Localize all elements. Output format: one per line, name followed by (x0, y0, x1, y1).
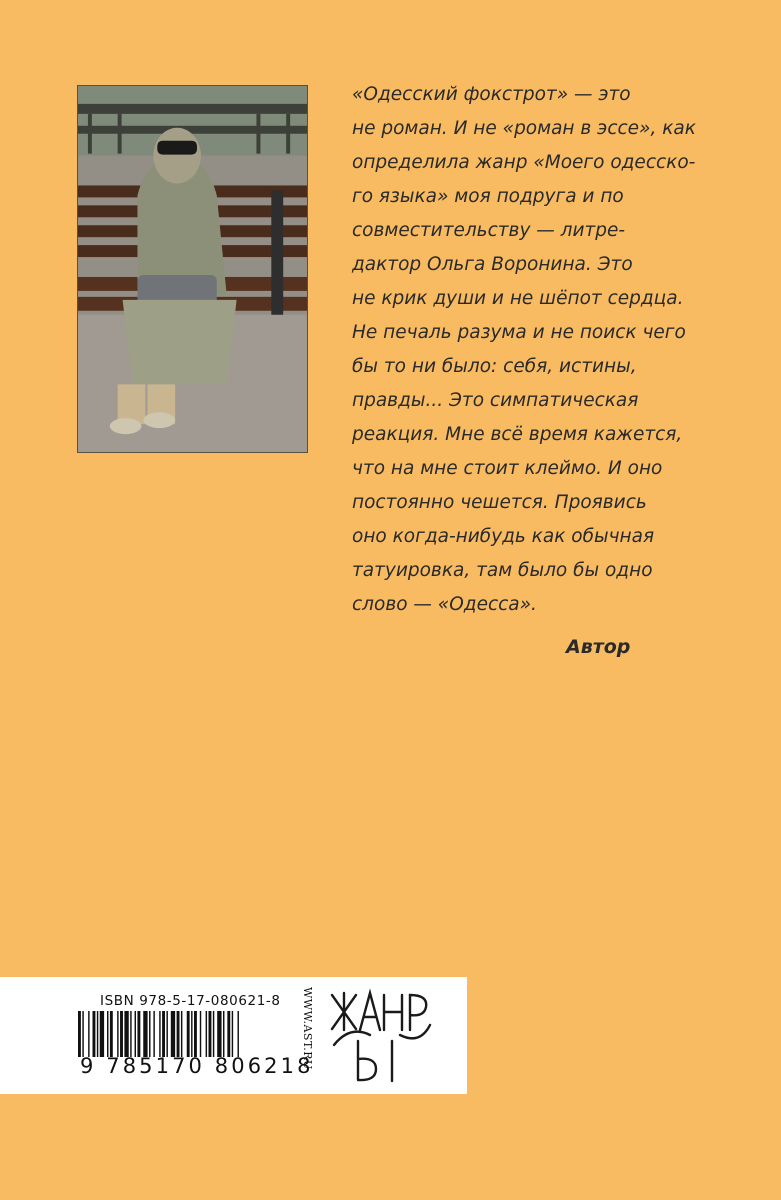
barcode-bar (162, 1011, 165, 1057)
blurb-line: татуировка, там было бы одно (352, 560, 653, 581)
barcode-bar (78, 1011, 81, 1057)
author-photo (77, 85, 308, 453)
barcode-bar (93, 1011, 96, 1057)
blurb-line: определила жанр «Моего одесско- (352, 152, 696, 173)
blurb-line: что на мне стоит клеймо. И оно (352, 458, 663, 479)
blurb-line: слово — «Одесса». (352, 594, 537, 615)
barcode-bar (120, 1011, 123, 1057)
barcode-bar (187, 1011, 190, 1057)
barcode-image (78, 1011, 284, 1057)
barcode-bar (213, 1011, 214, 1057)
author-signature: Автор (566, 636, 631, 658)
isbn-label: ISBN 978-5-17-080621-8 (100, 993, 281, 1009)
barcode-bar (135, 1011, 136, 1057)
barcode-bar (100, 1011, 104, 1057)
blurb-line: постоянно чешется. Проявись (352, 492, 647, 513)
blurb-line: го языка» моя подруга и по (352, 186, 624, 207)
blurb-line: бы то ни было: себя, истины, (352, 356, 637, 377)
blurb-line: «Одесский фокстрот» — это (352, 84, 631, 105)
blurb-line: совместительству — литре- (352, 220, 626, 241)
barcode-digits: 9 785170 806218 (80, 1054, 314, 1078)
blurb-line: не крик души и не шёпот сердца. (352, 288, 684, 309)
barcode-bar (194, 1011, 197, 1057)
barcode-bar (177, 1011, 180, 1057)
barcode-bar (227, 1011, 230, 1057)
barcode-bar (110, 1011, 113, 1057)
barcode-bar (232, 1011, 233, 1057)
blurb-text (352, 78, 696, 622)
publisher-logo (330, 985, 440, 1090)
barcode-bar (82, 1011, 83, 1057)
barcode-bar (149, 1011, 150, 1057)
blurb-line: дактор Ольга Воронина. Это (352, 254, 633, 275)
barcode-bar (238, 1011, 239, 1057)
barcode-bar (137, 1011, 140, 1057)
barcode-bar (171, 1011, 175, 1057)
blurb-line: оно когда-нибудь как обычная (352, 526, 655, 547)
barcode-bar (191, 1011, 192, 1057)
barcode-bar (88, 1011, 89, 1057)
blurb-line: реакция. Мне всё время кажется, (352, 424, 683, 445)
barcode-bar (159, 1011, 160, 1057)
barcode-bar (200, 1011, 201, 1057)
website-url: WWW.AST.RU (301, 987, 314, 1070)
barcode-bar (130, 1011, 131, 1057)
blurb-line: Не печаль разума и не поиск чего (352, 322, 686, 343)
barcode-bar (166, 1011, 167, 1057)
barcode-bar (117, 1011, 118, 1057)
blurb-line: не роман. И не «роман в эссе», как (352, 118, 696, 139)
barcode-bar (209, 1011, 212, 1057)
barcode-bar (124, 1011, 128, 1057)
barcode-bar (143, 1011, 147, 1057)
barcode-bar (223, 1011, 224, 1057)
barcode-bar (153, 1011, 154, 1057)
barcode-bar (206, 1011, 207, 1057)
author-photo-image (78, 86, 307, 452)
barcode-bar (181, 1011, 182, 1057)
barcode-bar (107, 1011, 108, 1057)
barcode-bar (217, 1011, 221, 1057)
barcode-bar (97, 1011, 98, 1057)
blurb-line: правды... Это симпатическая (352, 390, 639, 411)
